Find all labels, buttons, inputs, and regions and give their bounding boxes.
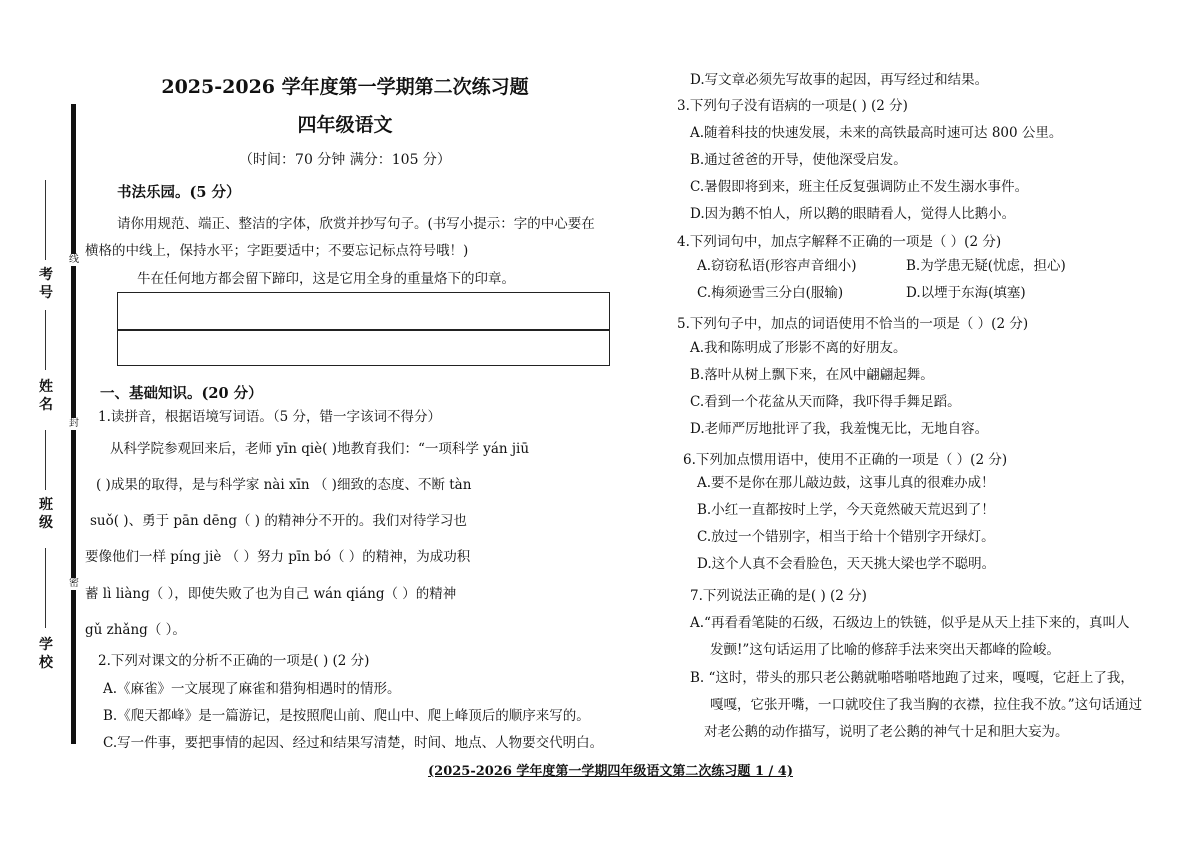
q4-option-d: D.以堙于东海(填塞) <box>906 285 1026 301</box>
q7-option-a-line-1: A.“再看看笔陡的石级，石级边上的铁链，似乎是从天上挂下来的，真叫人 <box>690 615 1130 631</box>
q1-line-4: 要像他们一样 píng jiè （ ）努力 pīn bó（ ）的精神，为成功积 <box>85 549 471 565</box>
q6-option-c: C.放过一个错别字，相当于给十个错别字开绿灯。 <box>697 529 995 545</box>
seal-mark-feng: 封 <box>66 418 82 430</box>
q2-option-a: A.《麻雀》一文展现了麻雀和猎狗相遇时的情形。 <box>103 681 401 697</box>
copy-box-divider <box>117 329 610 331</box>
q2-option-b: B.《爬天都峰》是一篇游记，是按照爬山前、爬山中、爬上峰顶后的顺序来写的。 <box>103 708 590 724</box>
exam-subject: 四年级语文 <box>297 114 393 136</box>
q5-option-a: A.我和陈明成了形影不离的好朋友。 <box>690 340 907 356</box>
class-label: 班 级 <box>39 497 53 531</box>
name-line <box>45 310 46 370</box>
school-label: 学 校 <box>39 637 53 671</box>
name-label: 姓 名 <box>39 379 53 413</box>
q3-option-c: C.暑假即将到来，班主任反复强调防止不发生溺水事件。 <box>690 179 1029 195</box>
q1-line-6: gǔ zhǎng（ ）。 <box>85 622 186 638</box>
q3-option-d: D.因为鹅不怕人，所以鹅的眼睛看人，觉得人比鹅小。 <box>690 206 1016 222</box>
q6-option-b: B.小红一直都按时上学，今天竟然破天荒迟到了！ <box>697 502 995 518</box>
q4-stem: 4.下列词句中，加点字解释不正确的一项是（ ）(2 分) <box>677 234 1002 250</box>
q1-line-2: ( )成果的取得，是与科学家 nài xīn （ )细致的态度、不断 tàn <box>96 477 472 493</box>
q1-stem: 1.读拼音，根据语境写词语。（5 分，错一字该词不得分） <box>98 409 442 425</box>
q1-line-5: 蓄 lì liàng（ ），即使失败了也为自己 wán qiáng（ ）的精神 <box>85 586 457 602</box>
exam-meta: （时间：70 分钟 满分：105 分） <box>239 152 451 168</box>
q5-stem: 5.下列句子中，加点的词语使用不恰当的一项是（ ）(2 分) <box>677 316 1029 332</box>
seal-mark-mi: 密 <box>66 578 82 590</box>
q5-option-d: D.老师严厉地批评了我，我羞愧无比，无地自容。 <box>690 421 989 437</box>
page-footer: (2025-2026 学年度第一学期四年级语文第二次练习题 1 / 4) <box>428 764 794 779</box>
q4-option-c: C.梅须逊雪三分白(服输) <box>697 285 844 301</box>
q7-option-b-line-1: B. “这时，带头的那只老公鹅就啪嗒啪嗒地跑了过来，嘎嘎，它赶上了我， <box>690 670 1134 686</box>
q1-line-3: suǒ( )、勇于 pān dēng（ ) 的精神分不开的。我们对待学习也 <box>90 513 467 529</box>
q3-option-b: B.通过爸爸的开导，使他深受启发。 <box>690 152 907 168</box>
q1-line-1: 从科学院参观回来后，老师 yīn qiè( )地教育我们：“一项科学 yán jiū <box>110 441 530 457</box>
q5-option-b: B.落叶从树上飘下来，在风中翩翩起舞。 <box>690 367 934 383</box>
calligraphy-sentence: 牛在任何地方都会留下蹄印，这是它用全身的重量烙下的印章。 <box>137 271 515 287</box>
calligraphy-instruction-1: 请你用规范、端正、整洁的字体，欣赏并抄写句子。(书写小提示：字的中心要在 <box>117 216 595 232</box>
q6-option-a: A.要不是你在那儿敲边鼓，这事儿真的很难办成！ <box>697 475 995 491</box>
q4-option-a: A.窃窃私语(形容声音细小) <box>697 258 857 274</box>
exam-no-label: 考 号 <box>39 267 53 301</box>
q7-option-a-line-2: 发颤!”这句话运用了比喻的修辞手法来突出天都峰的险峻。 <box>710 642 1060 658</box>
seal-mark-xian: 线 <box>66 254 82 266</box>
calligraphy-heading: 书法乐园。(5 分） <box>117 184 241 201</box>
q2-stem: 2.下列对课文的分析不正确的一项是( ) (2 分) <box>98 653 370 669</box>
school-line <box>45 548 46 628</box>
q6-option-d: D.这个人真不会看脸色，天天挑大梁也学不聪明。 <box>697 556 996 572</box>
exam-title: 2025-2026 学年度第一学期第二次练习题 <box>161 76 529 98</box>
q6-stem: 6.下列加点惯用语中，使用不正确的一项是（ ）(2 分) <box>683 452 1008 468</box>
q3-option-a: A.随着科技的快速发展，未来的高铁最高时速可达 800 公里。 <box>690 125 1063 141</box>
exam-no-line <box>45 180 46 260</box>
q4-option-b: B.为学患无疑(忧虑，担心) <box>906 258 1066 274</box>
q7-option-b-line-3: 对老公鹅的动作描写，说明了老公鹅的神气十足和胆大妄为。 <box>704 724 1069 740</box>
q3-stem: 3.下列句子没有语病的一项是( ) (2 分) <box>677 98 908 114</box>
q2-option-d: D.写文章必须先写故事的起因，再写经过和结果。 <box>690 72 989 88</box>
section-1-heading: 一、基础知识。(20 分） <box>100 385 263 402</box>
q7-stem: 7.下列说法正确的是( ) (2 分) <box>690 588 867 604</box>
class-line <box>45 430 46 490</box>
q2-option-c: C.写一件事，要把事情的起因、经过和结果写清楚，时间、地点、人物要交代明白。 <box>103 735 604 751</box>
q7-option-b-line-2: 嘎嘎，它张开嘴，一口就咬住了我当胸的衣襟，拉住我不放。”这句话通过 <box>710 697 1143 713</box>
calligraphy-instruction-2: 横格的中线上，保持水平；字距要适中；不要忘记标点符号哦！) <box>85 243 469 259</box>
q5-option-c: C.看到一个花盆从天而降，我吓得手舞足蹈。 <box>690 394 961 410</box>
